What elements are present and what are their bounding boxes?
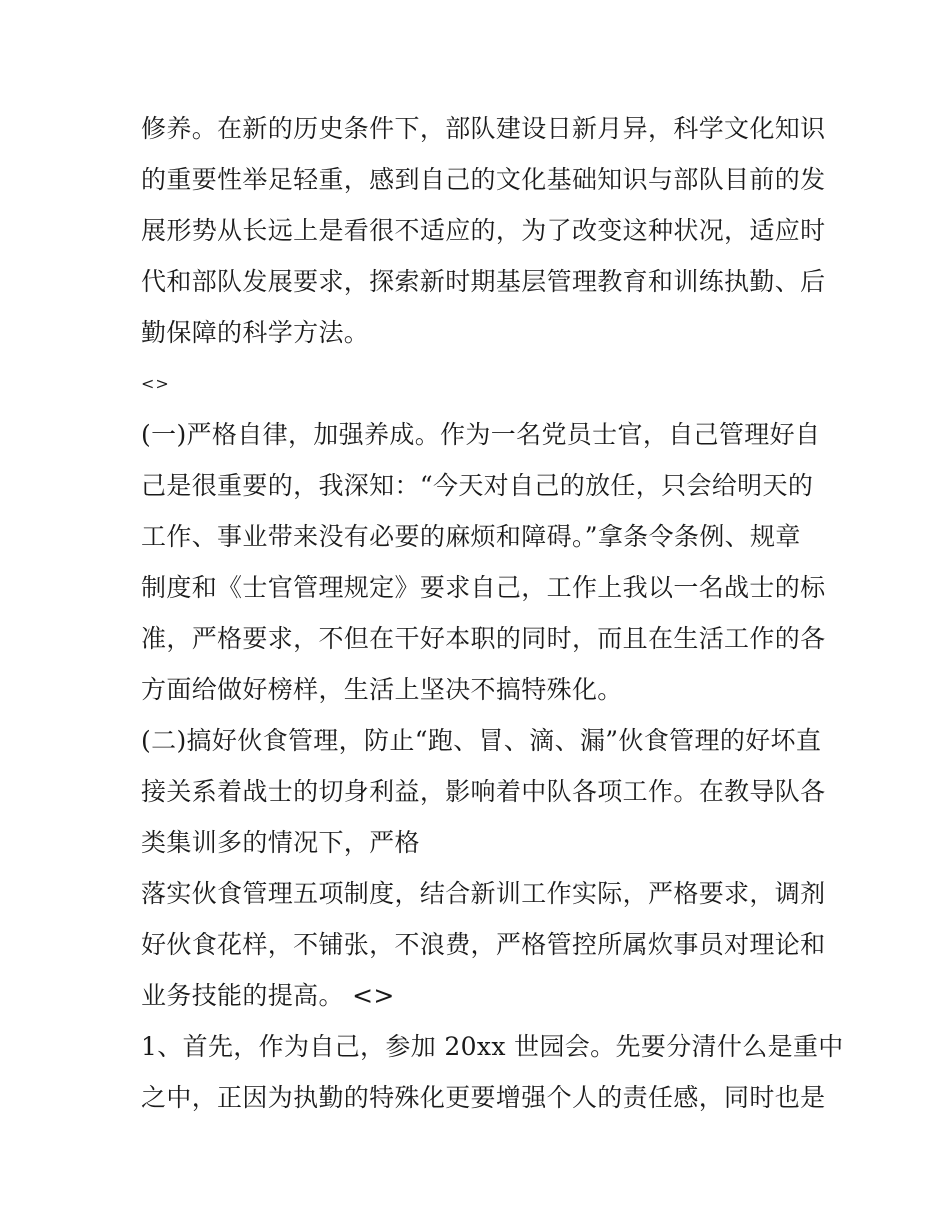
text-line: 1、首先，作为自己，参加 20xx 世园会。先要分清什么是重中 [141,1032,844,1061]
text-line: 工作、事业带来没有必要的麻烦和障碍。”拿条令条例、规章 [141,522,801,551]
text-line: 类集训多的情况下，严格 [141,828,420,857]
text-line: 好伙食花样，不铺张，不浪费，严格管控所属炊事员对理论和 [141,930,826,959]
text-line: 展形势从长远上是看很不适应的，为了改变这种状况，适应时 [141,216,826,245]
text-line: 修养。在新的历史条件下，部队建设日新月异，科学文化知识 [141,114,826,143]
text-line: 方面给做好榜样，生活上坚决不搞特殊化。 [141,675,623,704]
text-line: (二)搞好伙食管理，防止“跑、冒、滴、漏”伙食管理的好坏直 [141,726,822,755]
text-line: (一)严格自律，加强养成。作为一名党员士官，自己管理好自 [141,420,821,449]
text-line: 制度和《士官管理规定》要求自己，工作上我以一名战士的标 [141,573,826,602]
text-line: 接关系着战士的切身利益，影响着中队各项工作。在教导队各 [141,777,826,806]
text-line: 勤保障的科学方法。 [141,318,370,347]
text-line: 准，严格要求，不但在干好本职的同时，而且在生活工作的各 [141,624,826,653]
text-line: 己是很重要的，我深知：“今天对自己的放任，只会给明天的 [141,471,814,500]
text-line: 业务技能的提高。 <> [141,981,395,1010]
separator-mark: <> [141,374,170,393]
text-line: 代和部队发展要求，探索新时期基层管理教育和训练执勤、后 [141,267,826,296]
document-body [141,103,844,1123]
text-line: 之中，正因为执勤的特殊化更要增强个人的责任感，同时也是 [141,1083,826,1112]
text-line: 的重要性举足轻重，感到自己的文化基础知识与部队目前的发 [141,165,826,194]
text-line: 落实伙食管理五项制度，结合新训工作实际，严格要求，调剂 [141,879,826,908]
